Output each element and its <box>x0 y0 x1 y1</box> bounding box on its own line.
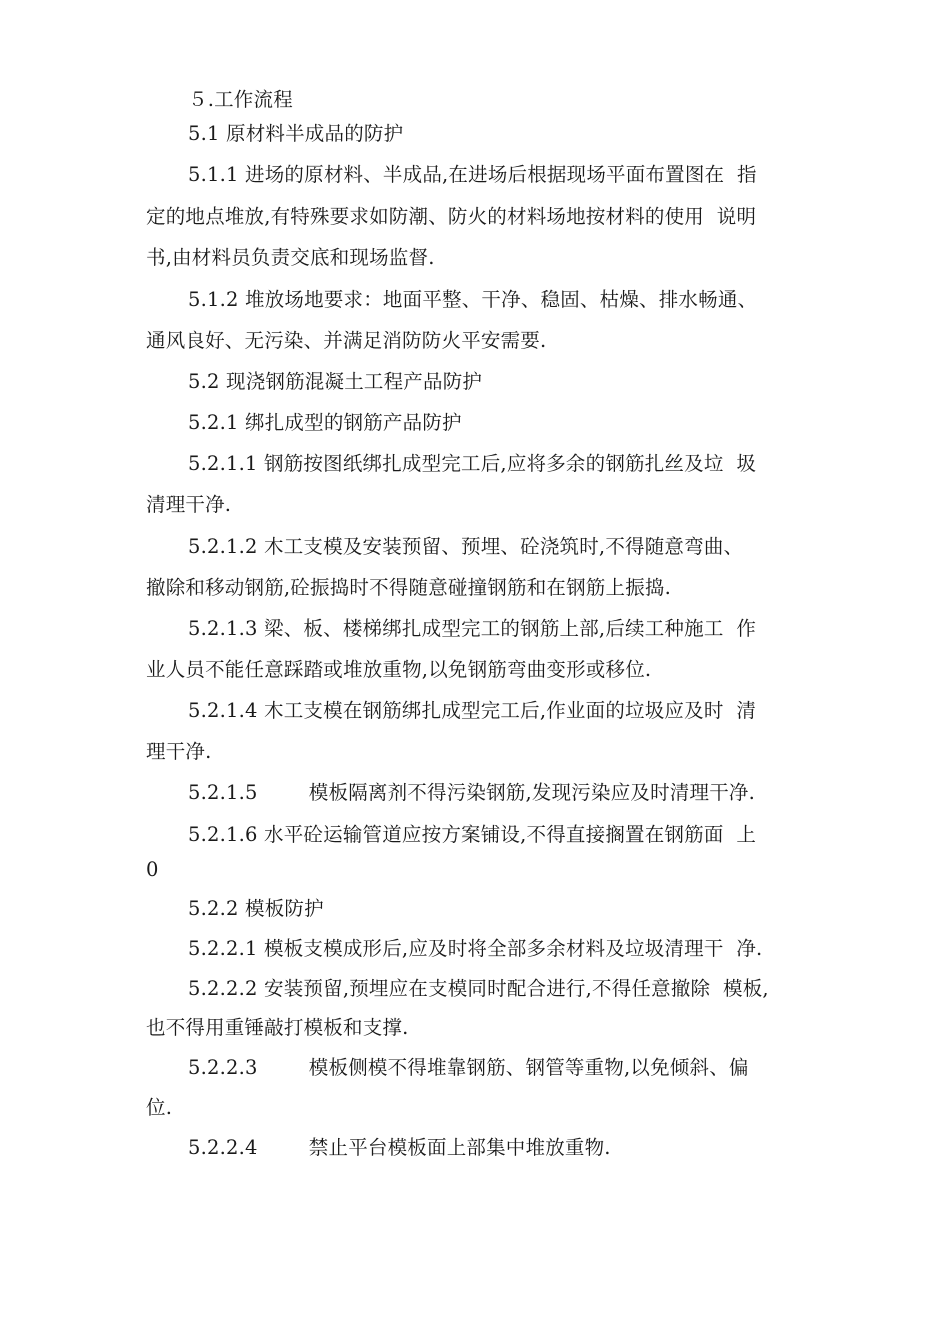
paragraph-line: 5.2.2.4 禁止平台模板面上部集中堆放重物. <box>188 1136 611 1159</box>
paragraph-line: 5.2.2.1 模板支模成形后,应及时将全部多余材料及垃圾清理干 净. <box>188 937 763 960</box>
paragraph-line: 5.2.1.4 木工支模在钢筋绑扎成型完工后,作业面的垃圾应及时 清 <box>188 699 757 722</box>
paragraph-line: 理干净. <box>146 740 212 763</box>
paragraph-line: 5.1.1 进场的原材料、半成品,在进场后根据现场平面布置图在 指 <box>188 163 757 186</box>
section-heading: ５.工作流程 <box>188 88 293 111</box>
paragraph-line: 业人员不能任意踩踏或堆放重物,以免钢筋弯曲变形或移位. <box>146 658 652 681</box>
paragraph-line: 书,由材料员负责交底和现场监督. <box>146 246 435 269</box>
paragraph-line: 5.2.1.5 模板隔离剂不得污染钢筋,发现污染应及时清理干净. <box>188 781 756 804</box>
subsection-heading: 5.1 原材料半成品的防护 <box>188 122 404 145</box>
paragraph-line: 也不得用重锤敲打模板和支撑. <box>146 1016 409 1039</box>
paragraph-line: 通风良好、无污染、并满足消防防火平安需要. <box>146 329 547 352</box>
subsection-heading: 5.2.1 绑扎成型的钢筋产品防护 <box>188 411 462 434</box>
paragraph-line: 撤除和移动钢筋,砼振捣时不得随意碰撞钢筋和在钢筋上振捣. <box>146 576 671 599</box>
subsection-heading: 5.2.2 模板防护 <box>188 897 324 920</box>
paragraph-line: 位. <box>146 1096 173 1119</box>
paragraph-line: 5.2.1.6 水平砼运输管道应按方案铺设,不得直接搁置在钢筋面 上 <box>188 823 757 846</box>
paragraph-line: 5.2.1.3 梁、板、楼梯绑扎成型完工的钢筋上部,后续工种施工 作 <box>188 617 757 640</box>
paragraph-line: 5.2.2.3 模板侧模不得堆靠钢筋、钢管等重物,以免倾斜、偏 <box>188 1056 749 1079</box>
paragraph-line: 定的地点堆放,有特殊要求如防潮、防火的材料场地按材料的使用 说明 <box>146 205 757 228</box>
paragraph-line: 0 <box>146 858 159 881</box>
paragraph-line: 5.2.1.1 钢筋按图纸绑扎成型完工后,应将多余的钢筋扎丝及垃 圾 <box>188 452 757 475</box>
paragraph-line: 5.2.1.2 木工支模及安装预留、预埋、砼浇筑时,不得随意弯曲、 <box>188 535 744 558</box>
paragraph-line: 5.1.2 堆放场地要求：地面平整、干净、稳固、枯燥、排水畅通、 <box>188 288 758 311</box>
paragraph-line: 5.2.2.2 安装预留,预埋应在支模同时配合进行,不得任意撤除 模板, <box>188 977 769 1000</box>
subsection-heading: 5.2 现浇钢筋混凝土工程产品防护 <box>188 370 483 393</box>
paragraph-line: 清理干净. <box>146 493 232 516</box>
